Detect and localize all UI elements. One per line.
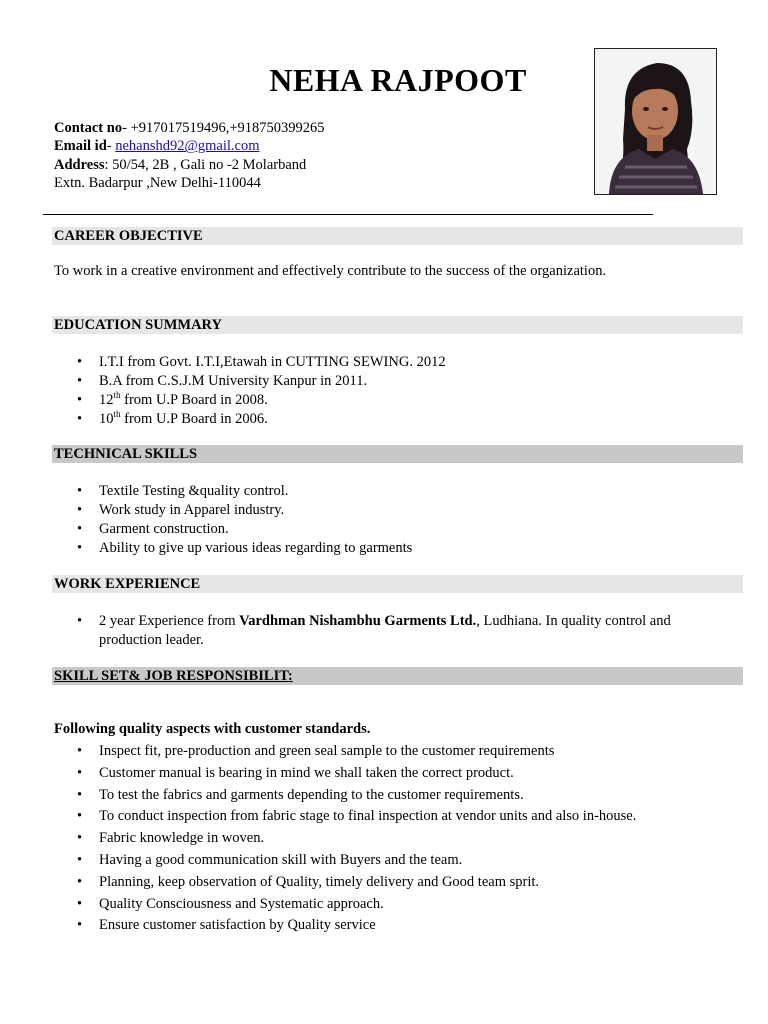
list-item: • I.T.I from Govt. I.T.I,Etawah in CUTTING SEWING. 2012 <box>77 354 446 370</box>
bullet-icon: • <box>77 917 83 934</box>
contact-label: Contact no <box>54 120 123 136</box>
address-line <box>54 156 325 174</box>
bullet-icon: • <box>77 786 83 803</box>
address-line-2: Extn. Badarpur ,New Delhi-110044 <box>54 174 261 191</box>
list-item: • To test the fabrics and garments depending to the customer requirements. <box>54 785 636 807</box>
bullet-icon: • <box>77 502 83 518</box>
list-item: • Fabric knowledge in woven. <box>54 828 636 850</box>
education-heading: EDUCATION SUMMARY <box>52 316 743 334</box>
list-item: • Ability to give up various ideas regarding to garments <box>77 540 413 556</box>
career-objective-heading: CAREER OBJECTIVE <box>52 227 743 245</box>
technical-skills-heading: TECHNICAL SKILLS <box>52 445 743 463</box>
bullet-icon: • <box>77 521 83 537</box>
email-link[interactable]: nehanshd92@gmail.com <box>115 138 260 155</box>
candidate-name: NEHA RAJPOOT <box>269 62 527 98</box>
bullet-icon: • <box>77 851 83 868</box>
header-divider <box>43 214 653 215</box>
email-line <box>54 137 325 155</box>
list-item: • 10th from U.P Board in 2006. <box>77 409 268 427</box>
bullet-icon: • <box>77 540 83 556</box>
list-item: • To conduct inspection from fabric stage to final inspection at vendor units and also in-house. <box>54 806 636 828</box>
address-value: : 50/54, 2B , Gali no -2 Molarband <box>104 156 307 173</box>
career-objective-text: To work in a creative environment and effectively contribute to the success of the organization. <box>54 263 607 279</box>
profile-photo-illustration <box>595 49 716 194</box>
contact-value: - +917017519496,+918750399265 <box>122 120 325 136</box>
list-item: • 2 year Experience from Vardhman Nishambhu Garments Ltd., Ludhiana. In quality control and production leader. <box>77 613 671 648</box>
bullet-icon: • <box>77 808 83 825</box>
list-item: • 12th from U.P Board in 2008. <box>77 390 268 408</box>
list-item: • Ensure customer satisfaction by Quality service <box>54 915 636 937</box>
profile-photo <box>594 48 717 195</box>
list-item: • Planning, keep observation of Quality, timely delivery and Good team sprit. <box>54 872 636 894</box>
list-item: • Quality Consciousness and Systematic approach. <box>54 894 636 916</box>
work-experience-list <box>54 612 671 650</box>
bullet-icon: • <box>77 743 83 759</box>
list-item: • B.A from C.S.J.M University Kanpur in 2011. <box>77 373 368 389</box>
email-separator: - <box>106 138 116 155</box>
bullet-icon: • <box>77 895 83 912</box>
bullet-icon: • <box>77 613 83 629</box>
list-item: • Customer manual is bearing in mind we shall taken the correct product. <box>54 763 636 785</box>
bullet-icon: • <box>77 830 83 847</box>
skill-set-heading: SKILL SET& JOB RESPONSIBILIT: <box>52 667 743 685</box>
list-item: • Garment construction. <box>77 521 229 537</box>
bullet-icon: • <box>77 354 83 370</box>
employer-name: Vardhman Nishambhu Garments Ltd. <box>239 613 477 629</box>
bullet-icon: • <box>77 411 83 427</box>
contact-line <box>54 119 325 137</box>
email-label: Email id <box>54 138 107 155</box>
skill-set-list <box>54 741 636 937</box>
skill-set-subheading: Following quality aspects with customer standards. <box>54 721 371 737</box>
list-item: • Work study in Apparel industry. <box>77 502 285 518</box>
contact-block <box>54 119 325 192</box>
list-item: • Having a good communication skill with Buyers and the team. <box>54 850 636 872</box>
bullet-icon: • <box>77 873 83 890</box>
bullet-icon: • <box>77 483 83 499</box>
technical-skills-list <box>54 482 412 558</box>
list-item: • Textile Testing &quality control. <box>77 483 289 499</box>
bullet-icon: • <box>77 764 83 781</box>
address-label: Address <box>54 156 105 173</box>
bullet-icon: • <box>77 392 83 408</box>
bullet-icon: • <box>77 373 83 389</box>
list-item: • Inspect fit, pre-production and green seal sample to the customer requirements <box>54 741 636 763</box>
work-experience-heading: WORK EXPERIENCE <box>52 575 743 593</box>
education-list <box>54 353 446 429</box>
